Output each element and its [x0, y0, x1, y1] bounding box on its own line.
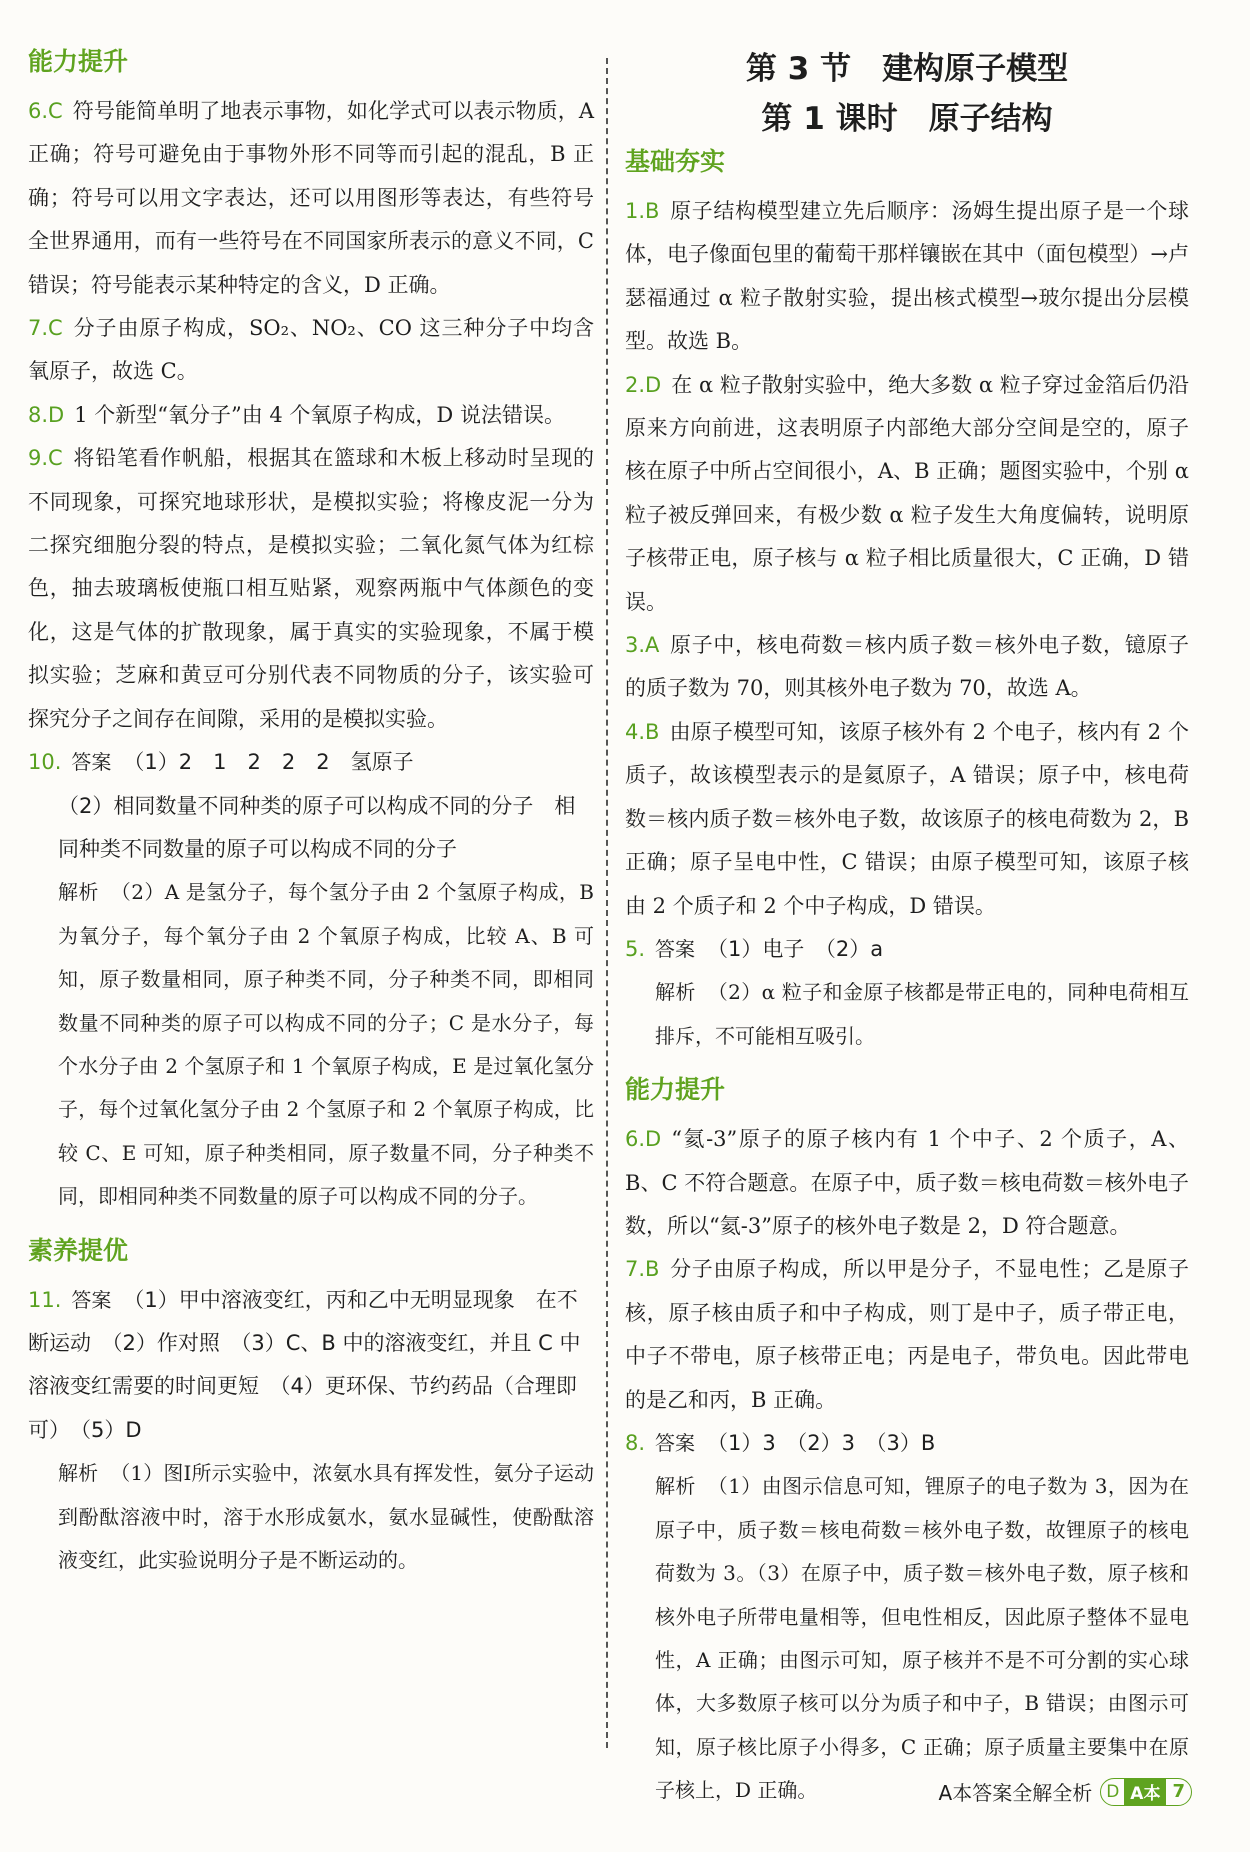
footer-text: A本答案全解全析	[938, 1781, 1093, 1805]
item-number: 8.D	[28, 402, 65, 427]
answer-item	[625, 624, 1189, 711]
item-number: 5.	[625, 936, 646, 961]
answer-item	[625, 711, 1189, 928]
item-text: “氦-3”原子的原子核内有 1 个中子、2 个质子，A、B、C 不符合题意。在原子中，质子数＝核电荷数＝核外电子数，所以“氦-3”原子的核外电子数是 2，D 符合题意。	[625, 1127, 1189, 1238]
answer-text: （1）3 （2）3 （3）B	[707, 1430, 936, 1455]
right-column	[625, 44, 1189, 1813]
answer-item	[28, 437, 594, 741]
item-text: 1 个新型“氧分子”由 4 个氧原子构成，D 说法错误。	[74, 402, 565, 427]
answer-item	[625, 1248, 1189, 1422]
item-text: 将铅笔看作帆船，根据其在篮球和木板上移动时呈现的不同现象，可探究地球形状，是模拟实验；将橡皮泥一分为二探究细胞分裂的特点，是模拟实验；二氧化氮气体为红棕色，抽去玻璃板使瓶口相互贴紧，观察两瓶中气体颜色的变化，这是气体的扩散现象，属于真实的实验现象，不属于模拟实验；芝麻和黄豆可分别代表不同物质的分子，该实验可探究分子之间存在间隙，采用的是模拟实验。	[28, 446, 594, 731]
section-heading: 能力提升	[625, 1075, 726, 1105]
answer-q10	[28, 741, 594, 784]
section-heading: 基础夯实	[625, 147, 726, 176]
analysis-q10	[28, 871, 594, 1218]
answer-text: （1）2 1 2 2 2 氢原子	[123, 750, 414, 775]
section-heading: 能力提升	[28, 47, 129, 76]
badge-a: A本	[1124, 1779, 1166, 1805]
item-number: 6.D	[625, 1127, 662, 1152]
item-number: 7.B	[625, 1257, 660, 1282]
badge-d: D	[1106, 1781, 1120, 1802]
analysis-q5	[625, 971, 1189, 1058]
section-heading: 素养提优	[28, 1235, 129, 1265]
answer-q8	[625, 1422, 1189, 1465]
answer-item	[28, 394, 594, 437]
answer-item	[625, 1118, 1189, 1248]
analysis-label: 解析	[655, 980, 696, 1005]
item-number: 3.A	[625, 633, 660, 658]
column-divider	[606, 58, 608, 1748]
item-text: 分子由原子构成，所以甲是分子，不显电性；乙是原子核，原子核由质子和中子构成，则丁是中子，质子带正电，中子不带电，原子核带正电；丙是电子，带负电。因此带电的是乙和丙，B 正确。	[625, 1257, 1189, 1412]
page-badge	[1100, 1778, 1192, 1806]
answer-q10-part2: （2）相同数量不同种类的原子可以构成不同的分子 相同种类不同数量的原子可以构成不同的分子	[58, 793, 576, 861]
analysis-text: （1）由图示信息可知，锂原子的电子数为 3，因为在原子中，质子数＝核电荷数＝核外电子数，故锂原子的核电荷数为 3。（3）在原子中，质子数＝核外电子数，原子核和核外电子所带电量相等，但电性相反，因此原子整体不显电性，A 正确；由图示可知，原子核并不是不可分割的实心球体，大多数原子核可以分为质子和中子，B 错误；由图示可知，原子核比原子小得多，C 正确；原子质量主要集中在原子核上，D 正确。	[655, 1474, 1190, 1803]
analysis-text: （1）图Ⅰ所示实验中，浓氨水具有挥发性，氨分子运动到酚酞溶液中时，溶于水形成氨水，氨水显碱性，使酚酞溶液变红，此实验说明分子是不断运动的。	[58, 1461, 595, 1572]
answer-item	[625, 190, 1189, 364]
item-number: 2.D	[625, 372, 662, 397]
item-number: 7.C	[28, 316, 63, 341]
page-number: 7	[1172, 1781, 1185, 1802]
item-text: 原子中，核电荷数＝核内质子数＝核外电子数，镱原子的质子数为 70，则其核外电子数为 70，故选 A。	[625, 633, 1189, 701]
item-number: 8.	[625, 1430, 646, 1455]
analysis-text: （2）α 粒子和金原子核都是带正电的，同种电荷相互排斥，不可能相互吸引。	[655, 980, 1190, 1048]
analysis-q11	[28, 1452, 594, 1582]
analysis-label: 解析	[58, 1461, 99, 1486]
item-text: 原子结构模型建立先后顺序：汤姆生提出原子是一个球体，电子像面包里的葡萄干那样镶嵌在其中（面包模型）→卢瑟福通过 α 粒子散射实验，提出核式模型→玻尔提出分层模型。故选 B。	[625, 199, 1189, 354]
answer-q11	[28, 1279, 594, 1453]
analysis-q8	[625, 1465, 1189, 1812]
answer-item	[625, 364, 1189, 624]
page-footer	[939, 1777, 1192, 1806]
item-number: 1.B	[625, 199, 660, 223]
item-text: 符号能简单明了地表示事物，如化学式可以表示物质，A 正确；符号可避免由于事物外形不同等而引起的混乱，B 正确；符号可以用文字表达，还可以用图形等表达，有些符号全世界通用，而有一些符号在不同国家所表示的意义不同，C 错误；符号能表示某种特定的含义，D 正确。	[28, 99, 594, 297]
analysis-text: （2）A 是氢分子，每个氢分子由 2 个氢原子构成，B 为氧分子，每个氧分子由 2 个氧原子构成，比较 A、B 可知，原子数量相同，原子种类不同，分子种类不同，即相同数量不同种类的原子可以构成不同的分子；C 是水分子，每个水分子由 2 个氢原子和 1 个氧原子构成，E 是过氧化氢分子，每个过氧化氢分子由 2 个氢原子和 2 个氧原子构成，比较 C、E 可知，原子种类相同，原子数量不同，分子种类不同，即相同种类不同数量的原子可以构成不同的分子。	[58, 880, 594, 1209]
answer-q5	[625, 928, 1189, 971]
answer-item	[28, 307, 594, 394]
answer-item	[28, 90, 594, 307]
answer-label: 答案	[71, 1287, 112, 1312]
analysis-label: 解析	[655, 1474, 696, 1499]
lesson-title: 第 1 课时 原子结构	[761, 101, 1053, 137]
answer-label: 答案	[655, 936, 696, 961]
item-number: 9.C	[28, 446, 63, 471]
item-number: 6.C	[28, 99, 63, 123]
answer-label: 答案	[71, 750, 112, 775]
section-title: 第 3 节 建构原子模型	[745, 51, 1069, 87]
answer-text: （1）电子 （2）a	[707, 936, 884, 961]
left-column	[28, 44, 594, 1582]
item-number: 10.	[28, 750, 62, 775]
analysis-label: 解析	[58, 880, 99, 905]
answer-label: 答案	[655, 1430, 696, 1455]
item-text: 在 α 粒子散射实验中，绝大多数 α 粒子穿过金箔后仍沿原来方向前进，这表明原子内部绝大部分空间是空的，原子核在原子中所占空间很小，A、B 正确；题图实验中，个别 α 粒子被反弹回来，有极少数 α 粒子发生大角度偏转，说明原子核带正电，原子核与 α 粒子相比质量很大，C 正确，D 错误。	[625, 372, 1189, 614]
item-text: 分子由原子构成，SO₂、NO₂、CO 这三种分子中均含氧原子，故选 C。	[28, 316, 594, 384]
item-text: 由原子模型可知，该原子核外有 2 个电子，核内有 2 个质子，故该模型表示的是氦原子，A 错误；原子中，核电荷数＝核内质子数＝核外电子数，故该原子的核电荷数为 2，B 正确；原子呈电中性，C 错误；由原子模型可知，该原子核由 2 个质子和 2 个中子构成，D 错误。	[625, 719, 1189, 918]
item-number: 4.B	[625, 719, 660, 744]
item-number: 11.	[28, 1287, 62, 1312]
answer-text: （1）甲中溶液变红，丙和乙中无明显现象 在不断运动 （2）作对照 （3）C、B 中的溶液变红，并且 C 中溶液变红需要的时间更短 （4）更环保、节约药品（合理即可） （5）D	[28, 1287, 581, 1442]
